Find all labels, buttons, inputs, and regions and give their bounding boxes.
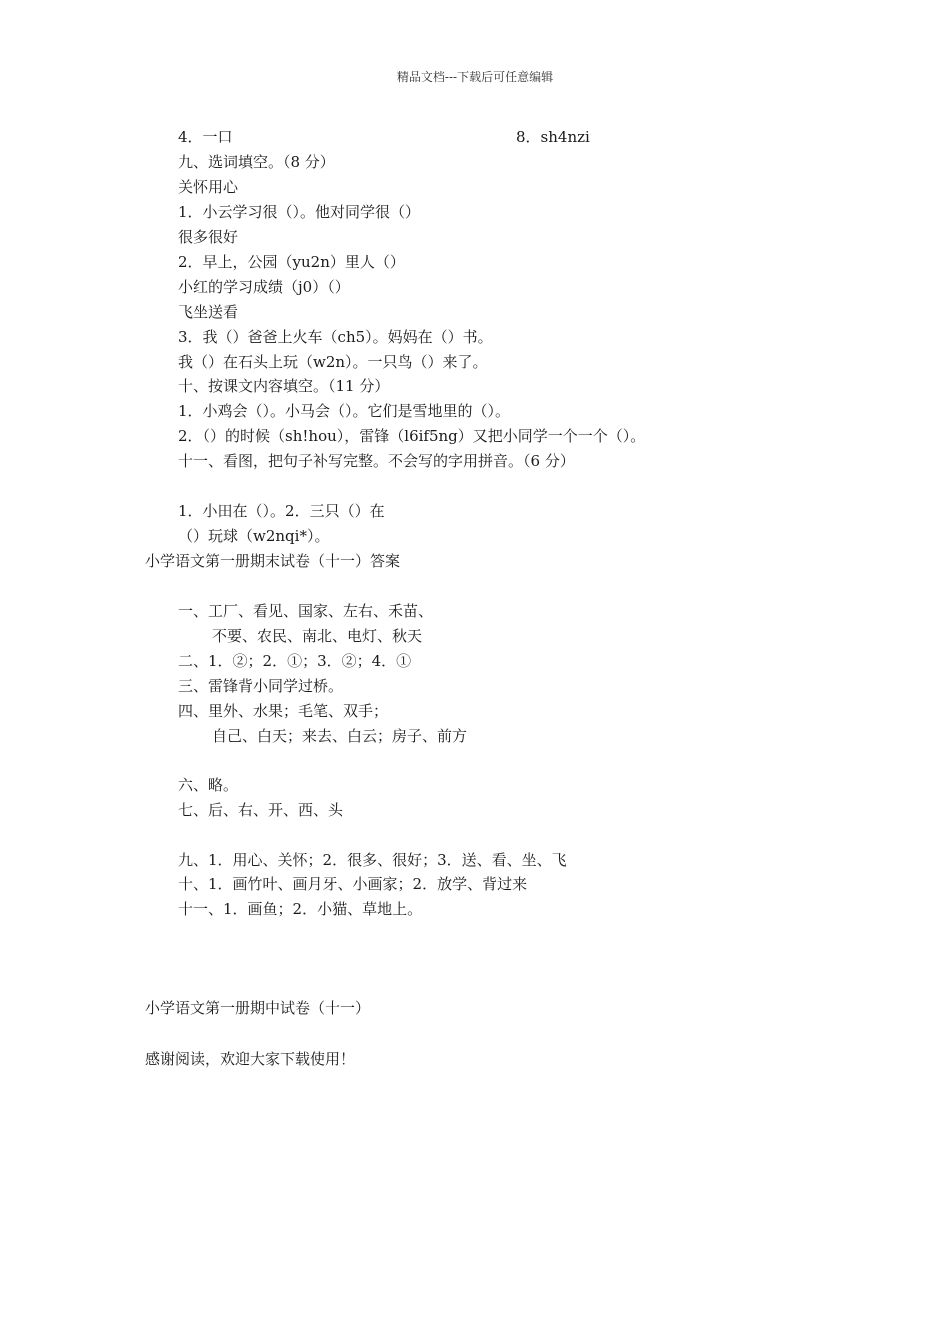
answer-10: 十、1．画竹叶、画月牙、小画家；2．放学、背过来 [178,875,528,893]
word-bank-2: 很多很好 [178,228,239,246]
answer-9: 九、1．用心、关怀；2．很多、很好；3．送、看、坐、飞 [178,851,567,869]
section-9-question-3b: 我（）在石头上玩（w2n）。一只鸟（）来了。 [178,353,488,371]
section-9-question-2b: 小红的学习成绩（j0）（） [178,278,350,296]
answer-4a: 四、里外、水果；毛笔、双手； [178,702,389,720]
section-11-title: 十一、看图，把句子补写完整。不会写的字用拼音。（6 分） [178,452,575,470]
question-row-4-8 [178,127,590,147]
answer-1a: 一、工厂、看见、国家、左右、禾苗、 [178,602,434,620]
answer-6: 六、略。 [178,776,239,794]
answers-title: 小学语文第一册期末试卷（十一）答案 [145,552,401,570]
answer-11: 十一、1．画鱼；2．小猫、草地上。 [178,900,423,918]
answer-3: 三、雷锋背小同学过桥。 [178,677,344,695]
section-11-question-2: （）玩球（w2nqi*）。 [178,527,330,545]
question-8: 8．sh4nzi [516,128,590,146]
thanks-text: 感谢阅读，欢迎大家下载使用！ [145,1050,356,1068]
answer-4b: 自己、白天；来去、白云；房子、前方 [212,727,468,745]
word-bank-3: 飞坐送看 [178,303,239,321]
section-10-title: 十、按课文内容填空。（11 分） [178,377,390,395]
section-9-question-2a: 2．早上，公园（yu2n）里人（） [178,253,405,271]
section-9-question-1: 1．小云学习很（）。他对同学很（） [178,203,421,221]
midterm-title: 小学语文第一册期中试卷（十一） [145,999,371,1017]
section-9-question-3a: 3．我（）爸爸上火车（ch5）。妈妈在（）书。 [178,328,493,346]
answer-7: 七、后、右、开、西、头 [178,801,344,819]
page-header: 精品文档---下载后可任意编辑 [396,70,554,84]
section-11-question-1: 1．小田在（）。2．三只（）在 [178,502,385,520]
section-9-title: 九、选词填空。（8 分） [178,153,335,171]
word-bank-1: 关怀用心 [178,178,239,196]
section-10-question-1: 1．小鸡会（）。小马会（）。它们是雪地里的（）。 [178,402,511,420]
answer-1b: 不要、农民、南北、电灯、秋天 [212,627,423,645]
question-4: 4．一口 [178,128,233,146]
answer-2: 二、1．②；2．①；3．②；4．① [178,652,412,670]
section-10-question-2: 2．（）的时候（sh!hou），雷锋（l6if5ng）又把小同学一个一个（）。 [178,427,646,445]
